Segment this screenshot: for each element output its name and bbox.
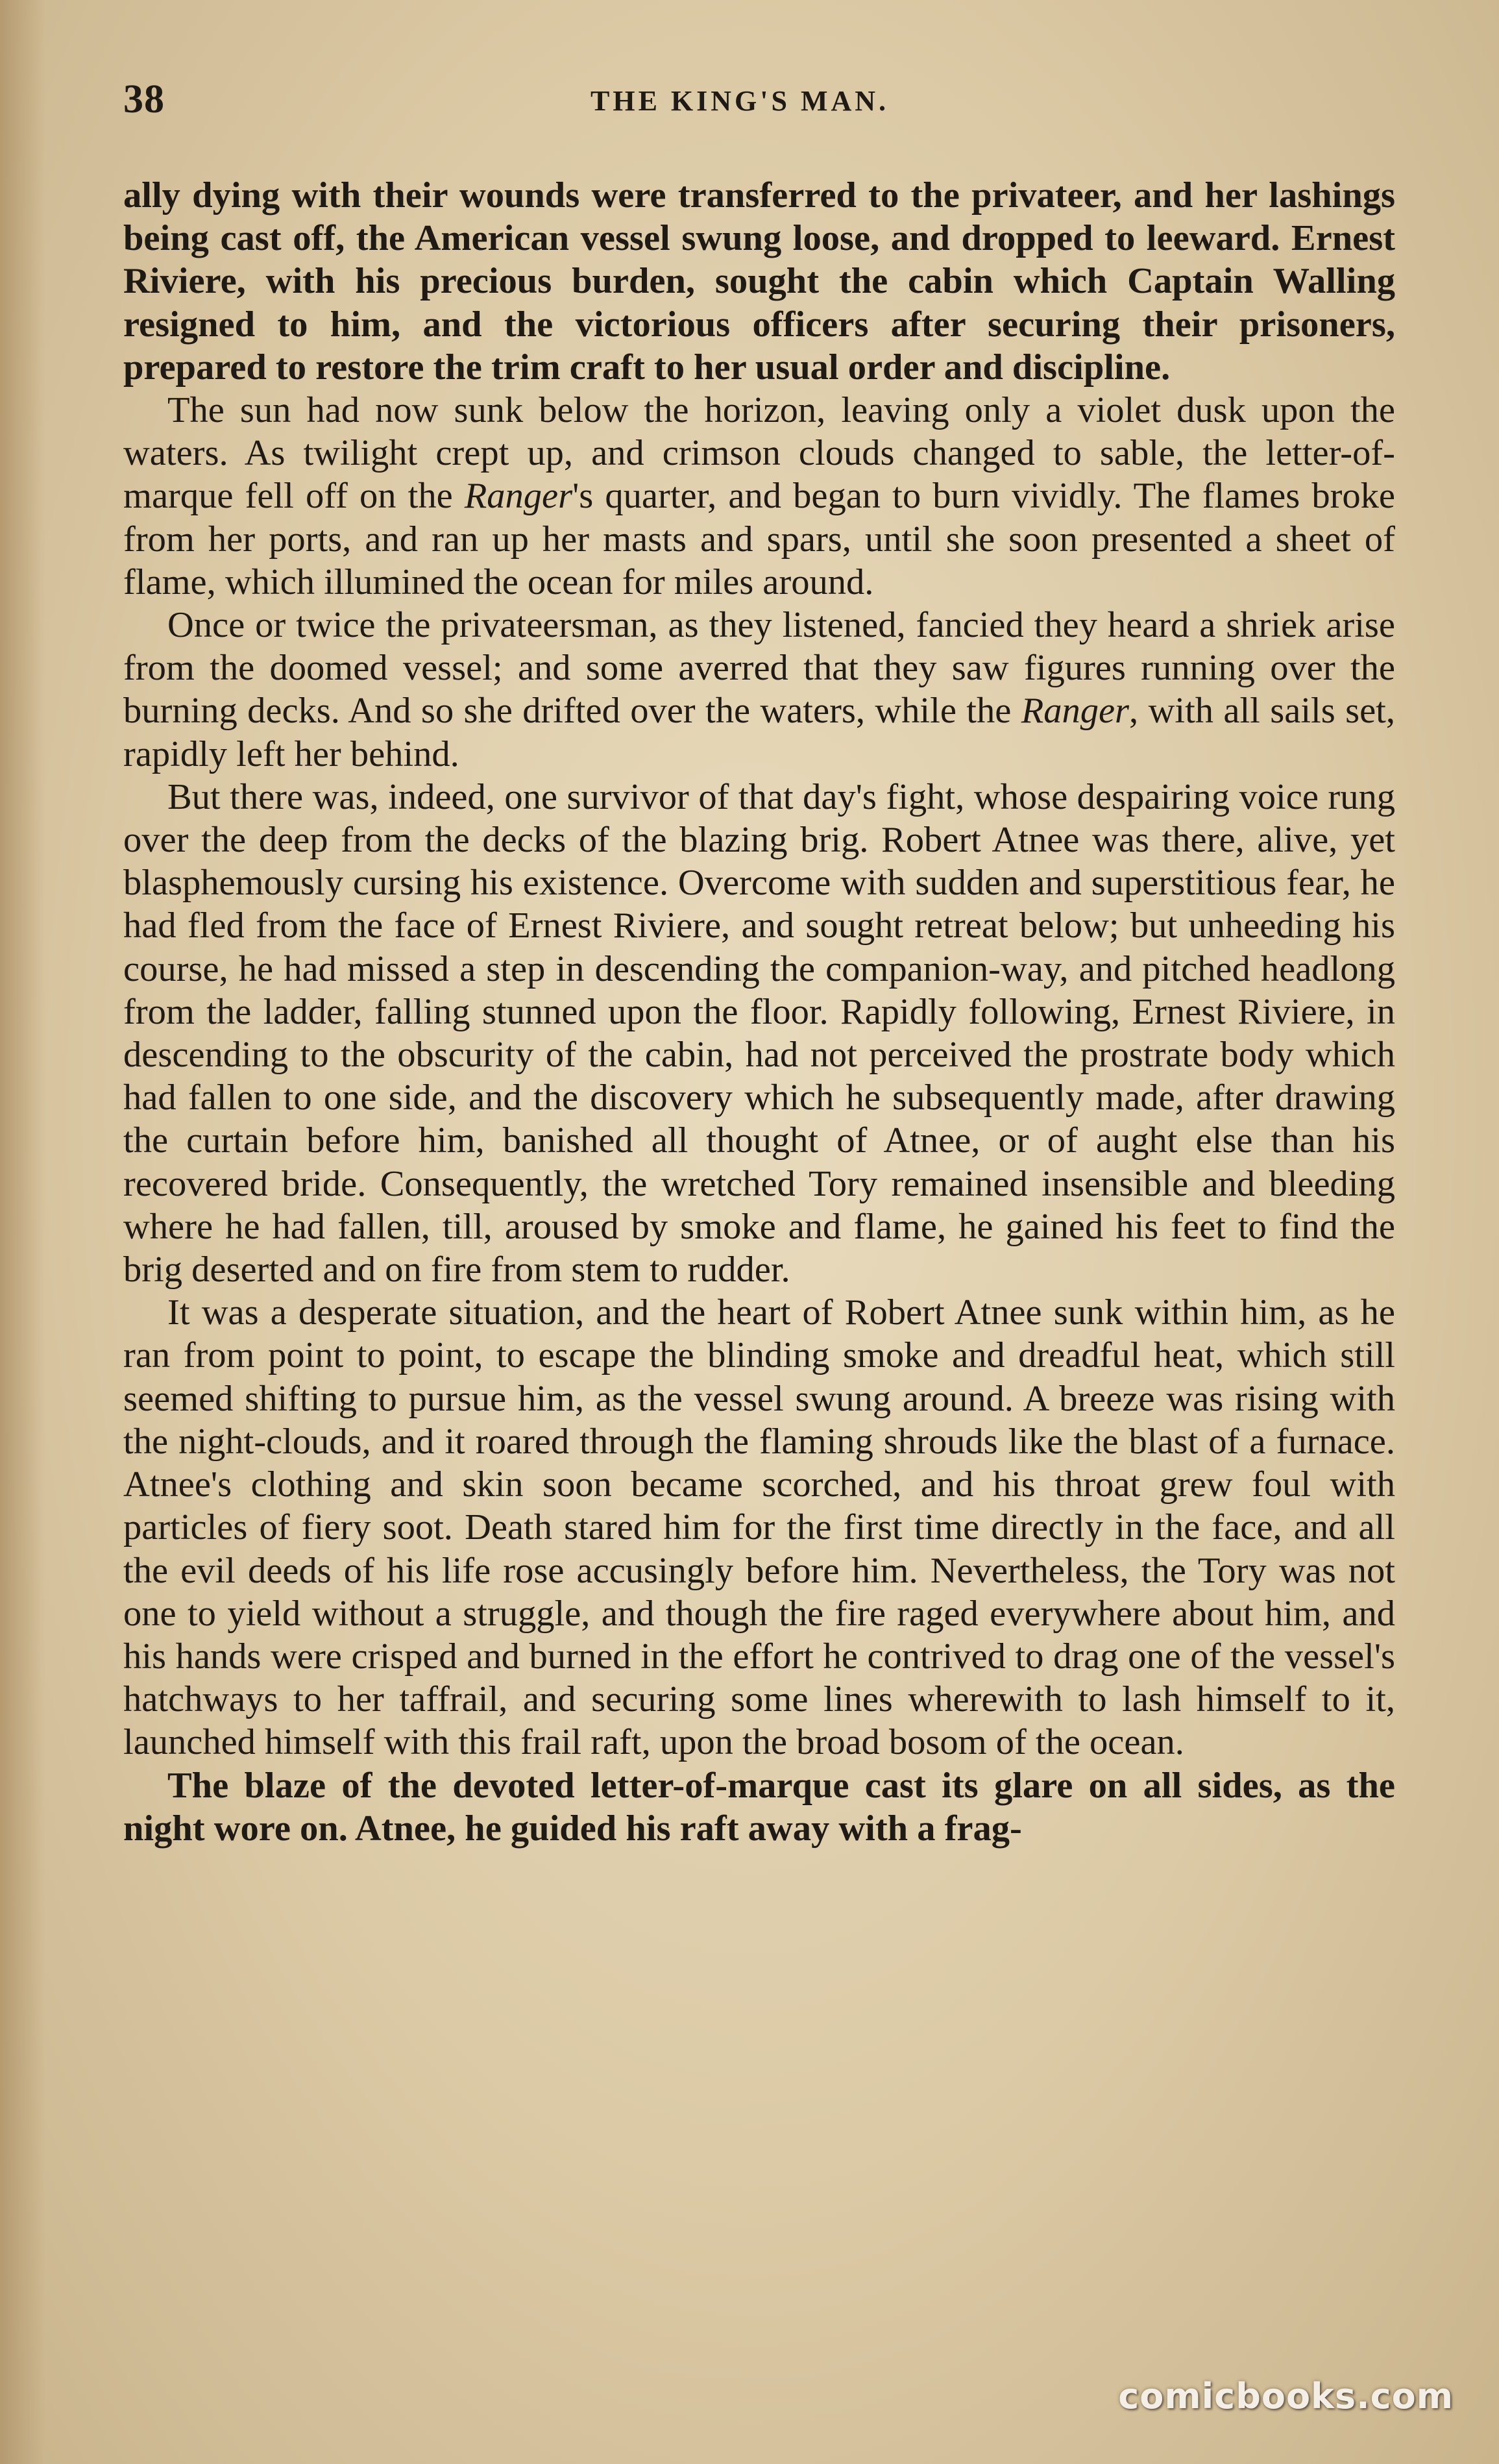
paragraph-4: But there was, indeed, one survivor of that day's fight, whose despairing voice rung over the deep from the decks of the blazing brig. Robert Atnee was there, alive, yet blasphemously cursing his existence. Overcome with sudden and superstitious fear, he had fled from the face of Ernest Riviere, and sought retreat below; but unheeding his course, he had missed a step in descending the companion-way, and pitched headlong from the ladder, falling stunned upon the floor. Rapidly following, Ernest Riviere, in descending to the obscurity of the cabin, had not perceived the prostrate body which had fallen to one side, and the discovery which he subsequently made, after drawing the curtain before him, banished all thought of Atnee, or of aught else than his recovered bride. Consequently, the wretched Tory remained insensible and bleeding where he had fallen, till, aroused by smoke and flame, he gained his feet to find the brig deserted and on fire from stem to rudder. [123, 776, 1395, 1290]
page-number: 38 [123, 77, 165, 121]
ship-name: Ranger [464, 476, 573, 517]
paragraph-2: The sun had now sunk below the horizon, leaving only a violet dusk upon the waters. As twilight crept up, and crimson clouds changed to sable, the letter-of-marque fell off on the Ranger's quarter, and began to burn vividly. The flames broke from her ports, and ran up her masts and spars, until she soon presented a sheet of flame, which illumined the ocean for miles around. [123, 390, 1395, 602]
watermark: comicbooks.com [1118, 2376, 1454, 2417]
page-header [123, 65, 1402, 136]
paragraph-6: The blaze of the devoted letter-of-marque cast its glare on all sides, as the night wore on. Atnee, he guided his raft away with a frag- [123, 1765, 1395, 1849]
body-text [123, 174, 1395, 2245]
ship-name: Ranger [1021, 691, 1130, 732]
page-shadow-edge [0, 0, 45, 2464]
paragraph-1: ally dying with their wounds were transferred to the privateer, and her lashings being cast off, the American vessel swung loose, and dropped to leeward. Ernest Riviere, with his precious burden, sought the cabin which Captain Walling resigned to him, and the victorious officers after securing their prisoners, prepared to restore the trim craft to her usual order and discipline. [123, 175, 1395, 388]
running-title: THE KING'S MAN. [591, 85, 890, 117]
paragraph-5: It was a desperate situation, and the heart of Robert Atnee sunk within him, as he ran from point to point, to escape the blinding smoke and dreadful heat, which still seemed shifting to pursue him, as the vessel swung around. A breeze was rising with the night-clouds, and it roared through the flaming shrouds like the blast of a furnace. Atnee's clothing and skin soon became scorched, and his throat grew foul with particles of fiery soot. Death stared him for the first time directly in the face, and all the evil deeds of his life rose accusingly before him. Nevertheless, the Tory was not one to yield without a struggle, and though the fire raged everywhere about him, and his hands were crisped and burned in the effort he contrived to drag one of the vessel's hatchways to her taffrail, and securing some lines wherewith to lash himself to it, launched himself with this frail raft, upon the broad bosom of the ocean. [123, 1292, 1395, 1763]
paragraph-3: Once or twice the privateersman, as they listened, fancied they heard a shriek arise from the doomed vessel; and some averred that they saw figures running over the burning decks. And so she drifted over the waters, while the Ranger, with all sails set, rapidly left her behind. [123, 605, 1395, 774]
